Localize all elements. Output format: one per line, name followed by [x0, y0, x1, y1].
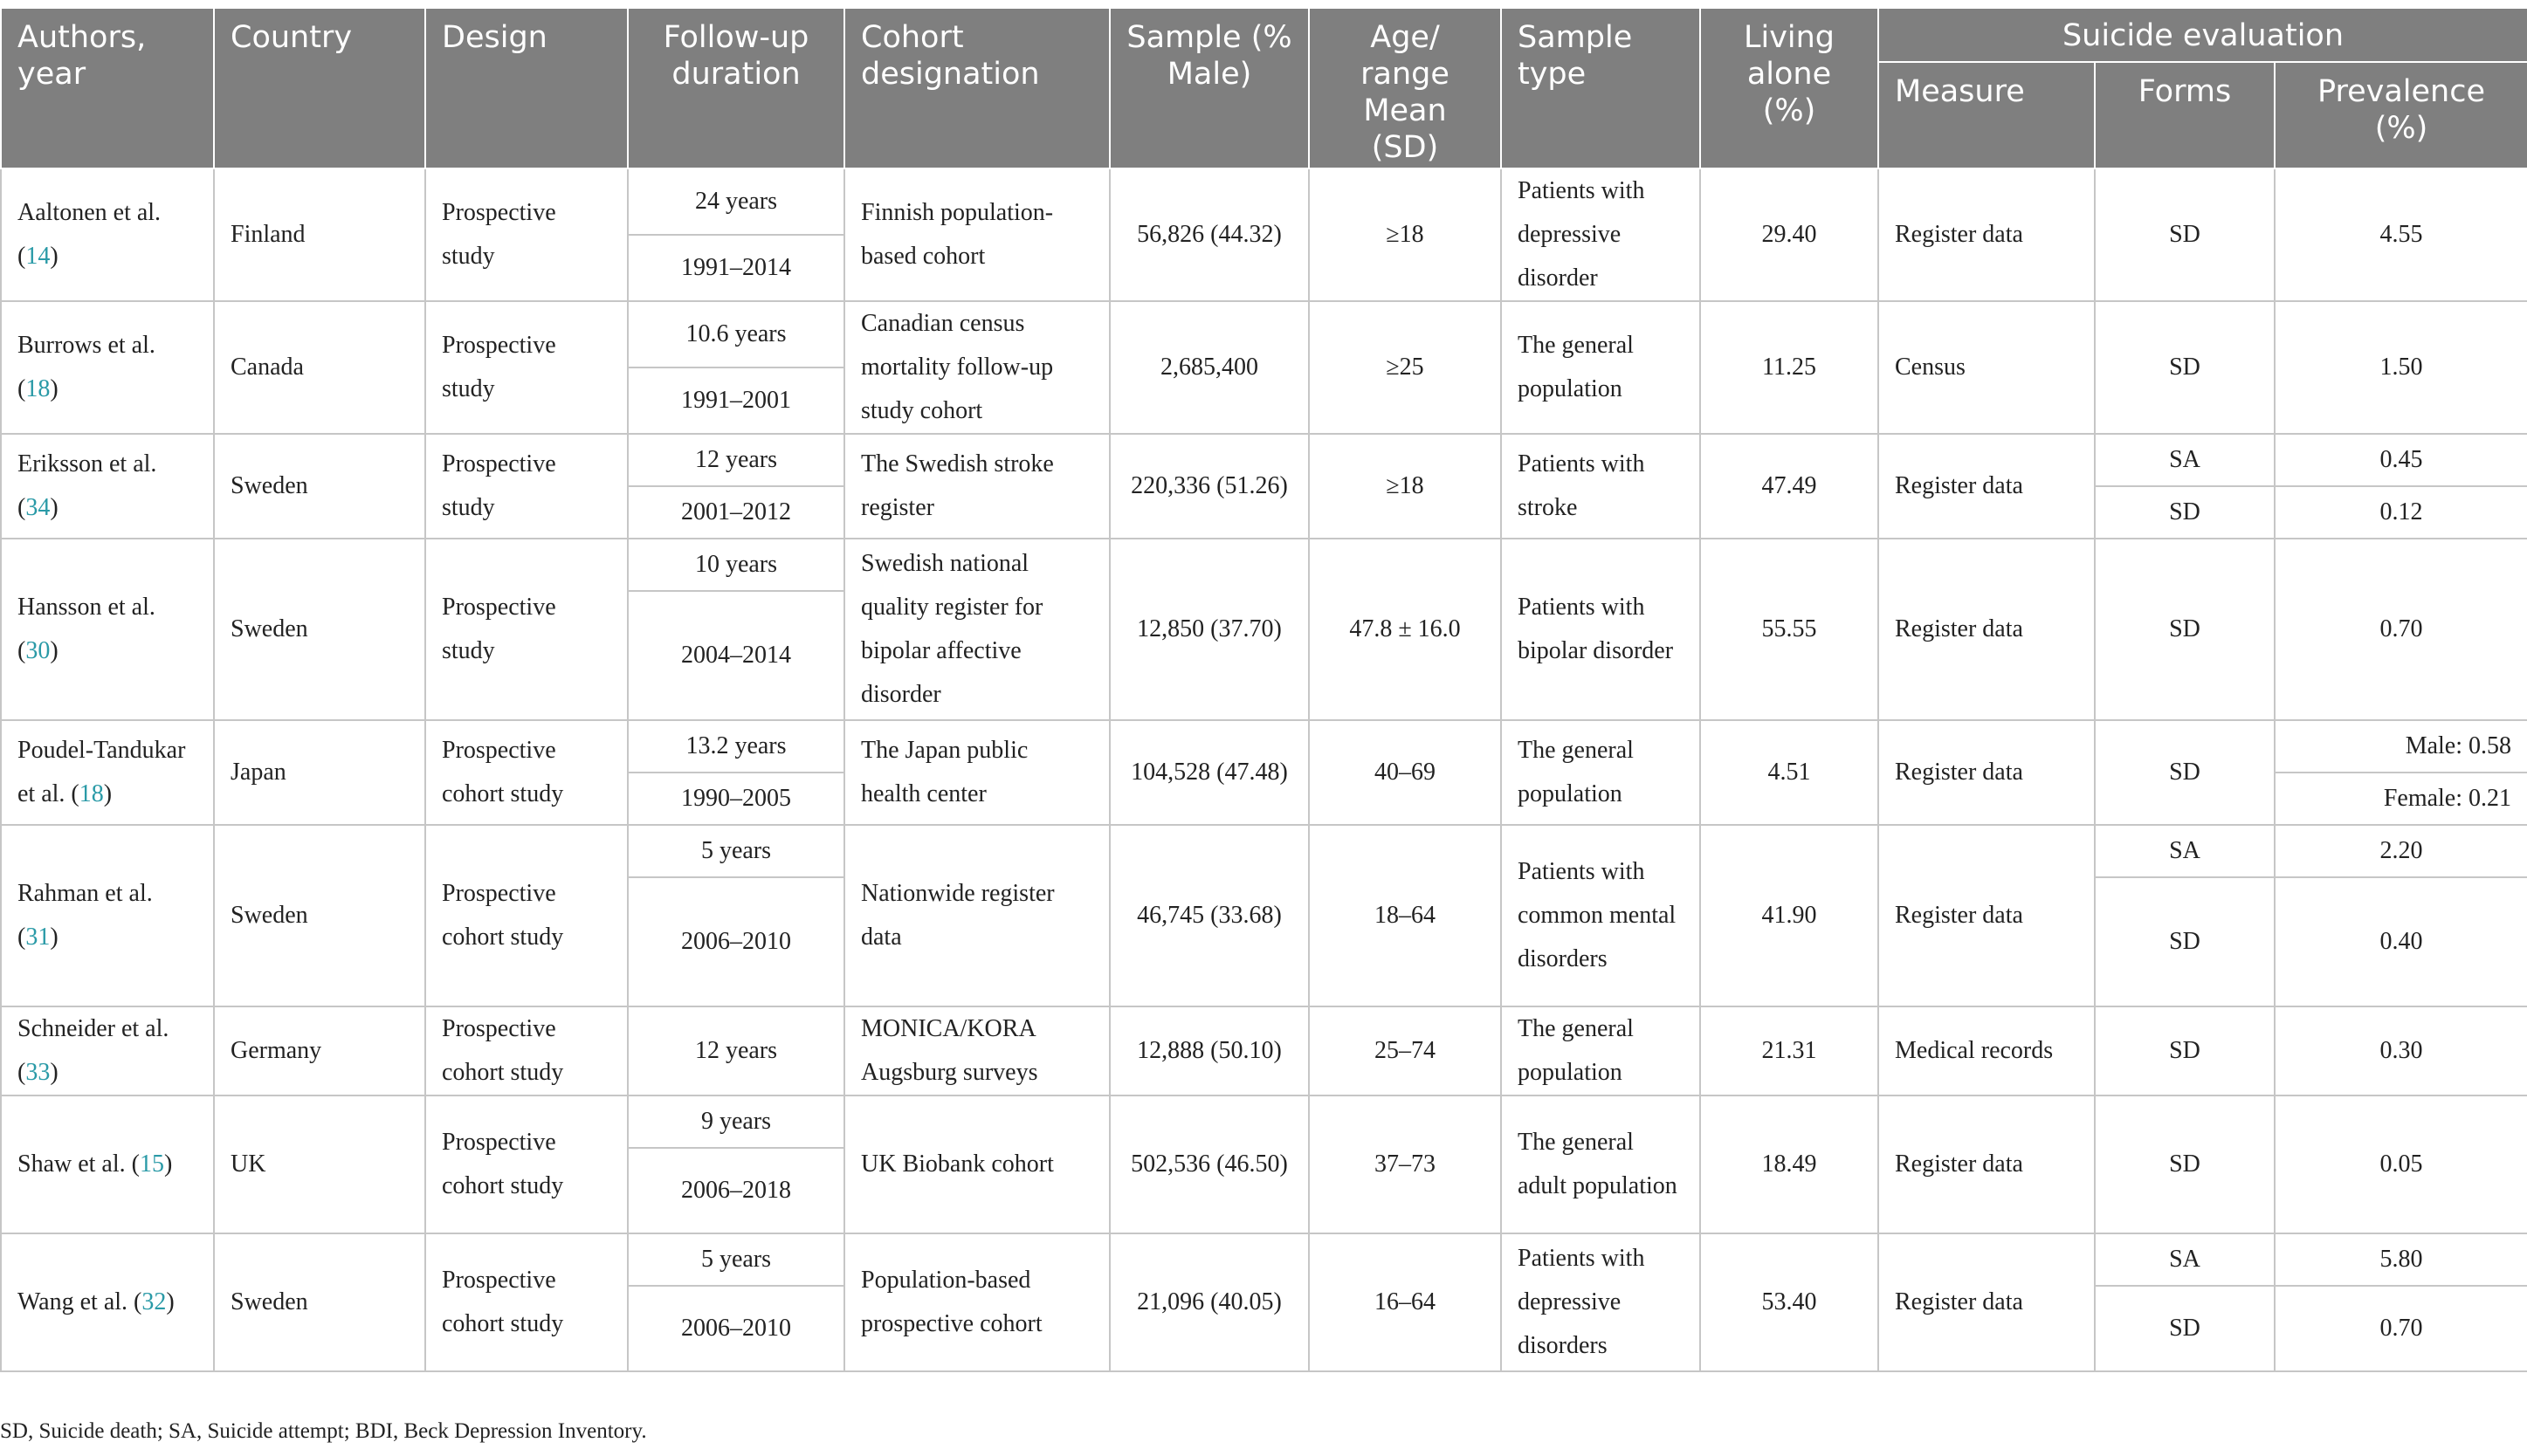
cell-form: SA [2095, 1233, 2275, 1286]
table-container [0, 7, 2527, 1372]
cell-period: 2001–2012 [628, 486, 844, 539]
cell-sample: 12,850 (37.70) [1110, 539, 1309, 720]
cell-period: 1990–2005 [628, 773, 844, 825]
cell-form: SA [2095, 825, 2275, 877]
header-living-alone: Living alone (%) [1700, 8, 1878, 168]
cell-design: Prospective cohort study [425, 720, 628, 825]
cell-prevalence: 0.05 [2275, 1095, 2527, 1233]
cell-prevalence: 0.45 [2275, 434, 2527, 486]
cell-sample: 104,528 (47.48) [1110, 720, 1309, 825]
reference-link[interactable]: 14 [25, 243, 51, 270]
cell-age: ≥18 [1309, 434, 1501, 539]
cell-author: Shaw et al. (15) [1, 1095, 214, 1233]
cell-living-alone: 29.40 [1700, 168, 1878, 301]
header-design: Design [425, 8, 628, 168]
cell-sample: 21,096 (40.05) [1110, 1233, 1309, 1371]
cell-country: UK [214, 1095, 425, 1233]
cell-author: Hansson et al. (30) [1, 539, 214, 720]
cell-period: 1991–2001 [628, 367, 844, 434]
table-row [1, 825, 2527, 877]
cell-measure: Register data [1878, 539, 2095, 720]
cell-age: 37–73 [1309, 1095, 1501, 1233]
cell-cohort: Finnish population-based cohort [844, 168, 1110, 301]
cell-prevalence: Male: 0.58 [2275, 720, 2527, 773]
cell-sample-type: Patients with bipolar disorder [1501, 539, 1700, 720]
cell-cohort: The Japan public health center [844, 720, 1110, 825]
header-country: Country [214, 8, 425, 168]
cell-measure: Register data [1878, 434, 2095, 539]
cell-measure: Medical records [1878, 1006, 2095, 1095]
cell-living-alone: 55.55 [1700, 539, 1878, 720]
reference-link[interactable]: 18 [79, 780, 104, 807]
cell-sample: 46,745 (33.68) [1110, 825, 1309, 1006]
cell-period: 2006–2018 [628, 1148, 844, 1233]
cell-prevalence: Female: 0.21 [2275, 773, 2527, 825]
table-row [1, 1233, 2527, 1286]
cell-sample-type: The general population [1501, 720, 1700, 825]
header-measure: Measure [1878, 62, 2095, 168]
header-suicide-evaluation: Suicide evaluation [1878, 8, 2527, 62]
cell-sample: 220,336 (51.26) [1110, 434, 1309, 539]
cell-form: SD [2095, 877, 2275, 1006]
cell-sample-type: The general population [1501, 1006, 1700, 1095]
cell-measure: Register data [1878, 825, 2095, 1006]
table-row [1, 301, 2527, 367]
cell-measure: Register data [1878, 1095, 2095, 1233]
cell-form: SD [2095, 1095, 2275, 1233]
cell-country: Sweden [214, 434, 425, 539]
cell-prevalence: 2.20 [2275, 825, 2527, 877]
cell-living-alone: 4.51 [1700, 720, 1878, 825]
cell-measure: Census [1878, 301, 2095, 434]
table-row [1, 1095, 2527, 1148]
header-authors: Authors, year [1, 8, 214, 168]
cell-country: Sweden [214, 539, 425, 720]
cell-prevalence: 1.50 [2275, 301, 2527, 434]
cell-cohort: Nationwide register data [844, 825, 1110, 1006]
cell-living-alone: 18.49 [1700, 1095, 1878, 1233]
cell-design: Prospective cohort study [425, 1095, 628, 1233]
cell-author: Wang et al. (32) [1, 1233, 214, 1371]
cell-form: SA [2095, 434, 2275, 486]
cell-sample-type: Patients with common mental disorders [1501, 825, 1700, 1006]
cell-design: Prospective study [425, 301, 628, 434]
cell-duration: 24 years [628, 168, 844, 235]
reference-link[interactable]: 32 [141, 1288, 167, 1315]
cell-prevalence: 4.55 [2275, 168, 2527, 301]
cell-living-alone: 21.31 [1700, 1006, 1878, 1095]
cell-sample-type: Patients with depressive disorder [1501, 168, 1700, 301]
studies-table [0, 7, 2527, 1372]
reference-link[interactable]: 31 [25, 924, 51, 951]
reference-link[interactable]: 18 [25, 375, 51, 402]
reference-link[interactable]: 15 [139, 1150, 164, 1178]
cell-period: 2006–2010 [628, 1286, 844, 1371]
cell-duration: 12 years [628, 1006, 844, 1095]
cell-cohort: The Swedish stroke register [844, 434, 1110, 539]
header-cohort: Cohort designation [844, 8, 1110, 168]
cell-form: SD [2095, 539, 2275, 720]
cell-age: 47.8 ± 16.0 [1309, 539, 1501, 720]
cell-country: Sweden [214, 1233, 425, 1371]
cell-living-alone: 47.49 [1700, 434, 1878, 539]
cell-living-alone: 41.90 [1700, 825, 1878, 1006]
cell-design: Prospective study [425, 539, 628, 720]
cell-age: ≥25 [1309, 301, 1501, 434]
cell-form: SD [2095, 486, 2275, 539]
cell-prevalence: 5.80 [2275, 1233, 2527, 1286]
table-row [1, 1006, 2527, 1095]
cell-form: SD [2095, 1006, 2275, 1095]
cell-period: 1991–2014 [628, 235, 844, 301]
cell-cohort: Population-based prospective cohort [844, 1233, 1110, 1371]
cell-form: SD [2095, 301, 2275, 434]
header-forms: Forms [2095, 62, 2275, 168]
cell-prevalence: 0.70 [2275, 1286, 2527, 1371]
cell-prevalence: 0.40 [2275, 877, 2527, 1006]
cell-design: Prospective cohort study [425, 1006, 628, 1095]
cell-design: Prospective study [425, 168, 628, 301]
cell-design: Prospective cohort study [425, 825, 628, 1006]
cell-country: Sweden [214, 825, 425, 1006]
cell-duration: 13.2 years [628, 720, 844, 773]
header-age: Age/ range Mean (SD) [1309, 8, 1501, 168]
cell-author: Aaltonen et al. (14) [1, 168, 214, 301]
cell-cohort: Swedish national quality register for bipolar affective disorder [844, 539, 1110, 720]
table-row [1, 434, 2527, 486]
cell-country: Germany [214, 1006, 425, 1095]
cell-sample: 2,685,400 [1110, 301, 1309, 434]
cell-prevalence: 0.12 [2275, 486, 2527, 539]
cell-author: Rahman et al. (31) [1, 825, 214, 1006]
header-sample: Sample (% Male) [1110, 8, 1309, 168]
cell-measure: Register data [1878, 168, 2095, 301]
cell-sample-type: The general population [1501, 301, 1700, 434]
cell-prevalence: 0.70 [2275, 539, 2527, 720]
cell-duration: 5 years [628, 1233, 844, 1286]
cell-country: Japan [214, 720, 425, 825]
cell-author: Poudel-Tandukar et al. (18) [1, 720, 214, 825]
cell-duration: 10 years [628, 539, 844, 591]
cell-age: ≥18 [1309, 168, 1501, 301]
cell-author: Eriksson et al. (34) [1, 434, 214, 539]
cell-country: Canada [214, 301, 425, 434]
cell-design: Prospective study [425, 434, 628, 539]
cell-sample-type: Patients with stroke [1501, 434, 1700, 539]
reference-link[interactable]: 30 [25, 637, 51, 664]
cell-cohort: UK Biobank cohort [844, 1095, 1110, 1233]
cell-age: 25–74 [1309, 1006, 1501, 1095]
header-followup: Follow-up duration [628, 8, 844, 168]
table-row [1, 720, 2527, 773]
cell-measure: Register data [1878, 1233, 2095, 1371]
header-prevalence: Prevalence (%) [2275, 62, 2527, 168]
cell-living-alone: 53.40 [1700, 1233, 1878, 1371]
cell-age: 40–69 [1309, 720, 1501, 825]
cell-duration: 12 years [628, 434, 844, 486]
cell-period: 2006–2010 [628, 877, 844, 1006]
cell-form: SD [2095, 1286, 2275, 1371]
header-sample-type: Sample type [1501, 8, 1700, 168]
cell-age: 18–64 [1309, 825, 1501, 1006]
table-row [1, 168, 2527, 235]
cell-design: Prospective cohort study [425, 1233, 628, 1371]
cell-cohort: Canadian census mortality follow-up study cohort [844, 301, 1110, 434]
cell-sample: 12,888 (50.10) [1110, 1006, 1309, 1095]
cell-prevalence: 0.30 [2275, 1006, 2527, 1095]
cell-living-alone: 11.25 [1700, 301, 1878, 434]
cell-age: 16–64 [1309, 1233, 1501, 1371]
table-row [1, 539, 2527, 591]
cell-sample: 56,826 (44.32) [1110, 168, 1309, 301]
table-footnote: SD, Suicide death; SA, Suicide attempt; BDI, Beck Depression Inventory. [0, 1419, 647, 1443]
cell-duration: 9 years [628, 1095, 844, 1148]
cell-sample: 502,536 (46.50) [1110, 1095, 1309, 1233]
reference-link[interactable]: 34 [25, 494, 51, 521]
cell-period: 2004–2014 [628, 591, 844, 720]
cell-duration: 10.6 years [628, 301, 844, 367]
cell-cohort: MONICA/KORA Augsburg surveys [844, 1006, 1110, 1095]
cell-author: Burrows et al. (18) [1, 301, 214, 434]
cell-form: SD [2095, 168, 2275, 301]
cell-sample-type: The general adult population [1501, 1095, 1700, 1233]
cell-measure: Register data [1878, 720, 2095, 825]
cell-form: SD [2095, 720, 2275, 825]
cell-duration: 5 years [628, 825, 844, 877]
cell-author: Schneider et al. (33) [1, 1006, 214, 1095]
cell-sample-type: Patients with depressive disorders [1501, 1233, 1700, 1371]
reference-link[interactable]: 33 [25, 1059, 51, 1086]
cell-country: Finland [214, 168, 425, 301]
